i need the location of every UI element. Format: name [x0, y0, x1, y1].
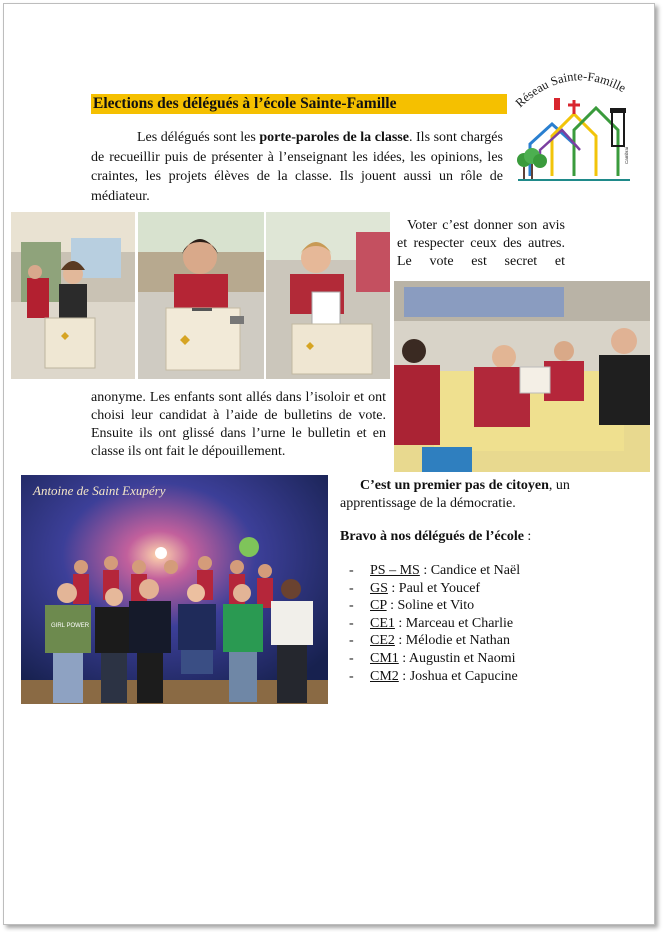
page-title: Elections des délégués à l’école Sainte-Famille: [91, 94, 507, 114]
list-separator: :: [394, 615, 406, 631]
class-name: CE2: [370, 633, 395, 649]
logo-text: Réseau Sainte-Famille: [512, 69, 629, 111]
vote-paragraph-2: anonyme. Les enfants sont allés dans l’isoloir et ont choisi leur candidat à l’aide de bulletins de vote. Ensuite ils ont glissé dans l’urne le bulletin et en classe ils ont fait le dépouillement.: [91, 390, 386, 459]
list-dash: -: [349, 563, 354, 578]
delegates-list: [340, 562, 520, 685]
list-separator: :: [419, 563, 431, 578]
photo-classroom-count: [394, 281, 650, 472]
list-dash: -: [349, 598, 354, 614]
photo-delegates-group: [21, 475, 328, 704]
list-item: [340, 632, 520, 650]
bravo-text: Bravo à nos délégués de l’école: [340, 529, 524, 544]
delegate-names: Marceau et Charlie: [405, 615, 514, 631]
list-dash: -: [349, 650, 354, 666]
delegate-names: Augustin et Naomi: [408, 650, 516, 666]
sweater-text: GIRL POWER: [51, 623, 90, 629]
logo-side-text: Cambrai: [624, 146, 629, 164]
intro-paragraph: [91, 128, 503, 206]
list-dash: -: [349, 668, 354, 684]
intro-text-end: . Ils sont chargés de recueillir puis de présenter à l’enseignant les idées, les opinions, les craintes, les projets élèves de la classe. Ils jouent aussi un rôle de médiateur.: [91, 130, 503, 204]
class-name: CM2: [370, 668, 399, 684]
citizen-paragraph: [340, 477, 640, 513]
list-separator: :: [387, 580, 399, 596]
photo-ballot-child-3: [266, 212, 390, 379]
list-dash: -: [349, 633, 354, 649]
photo-ballot-child-2: [138, 212, 264, 379]
class-name: PS – MS: [370, 563, 420, 578]
bravo-colon: :: [523, 529, 532, 544]
list-item: [340, 650, 520, 668]
list-separator: :: [386, 598, 398, 614]
delegate-names: Candice et Naël: [430, 563, 521, 578]
intro-text-start: Les délégués sont les: [137, 130, 260, 145]
list-item: [340, 580, 520, 598]
class-name: CM1: [370, 650, 399, 666]
list-item: [340, 615, 520, 633]
bravo-heading: [340, 529, 531, 545]
delegate-names: Soline et Vito: [397, 598, 475, 614]
list-dash: -: [349, 580, 354, 596]
reseau-sainte-famille-logo: [510, 64, 638, 192]
list-separator: :: [394, 633, 406, 649]
list-item: [340, 562, 520, 580]
intro-bold: porte-paroles de la classe: [259, 130, 409, 145]
list-separator: :: [398, 650, 409, 666]
list-separator: :: [398, 668, 410, 684]
delegate-names: Joshua et Capucine: [409, 668, 518, 684]
delegate-names: Paul et Youcef: [398, 580, 481, 596]
class-name: GS: [370, 580, 388, 596]
citizen-bold: C’est un premier pas de citoyen: [360, 478, 549, 493]
vote-text-1: Voter c’est donner son avis et respecter ceux des autres. Le vote est secret et: [397, 218, 565, 269]
list-dash: -: [349, 615, 354, 631]
mural-text: Antoine de Saint Exupéry: [33, 483, 166, 498]
class-name: CP: [370, 598, 387, 614]
class-name: CE1: [370, 615, 395, 631]
list-item: [340, 597, 520, 615]
citizen-text: , un apprentissage de la démocratie.: [340, 478, 570, 511]
photo-ballot-child-1: [11, 212, 135, 379]
delegate-names: Mélodie et Nathan: [405, 633, 510, 649]
list-item: [340, 668, 520, 686]
vote-paragraph-1: [397, 217, 565, 271]
